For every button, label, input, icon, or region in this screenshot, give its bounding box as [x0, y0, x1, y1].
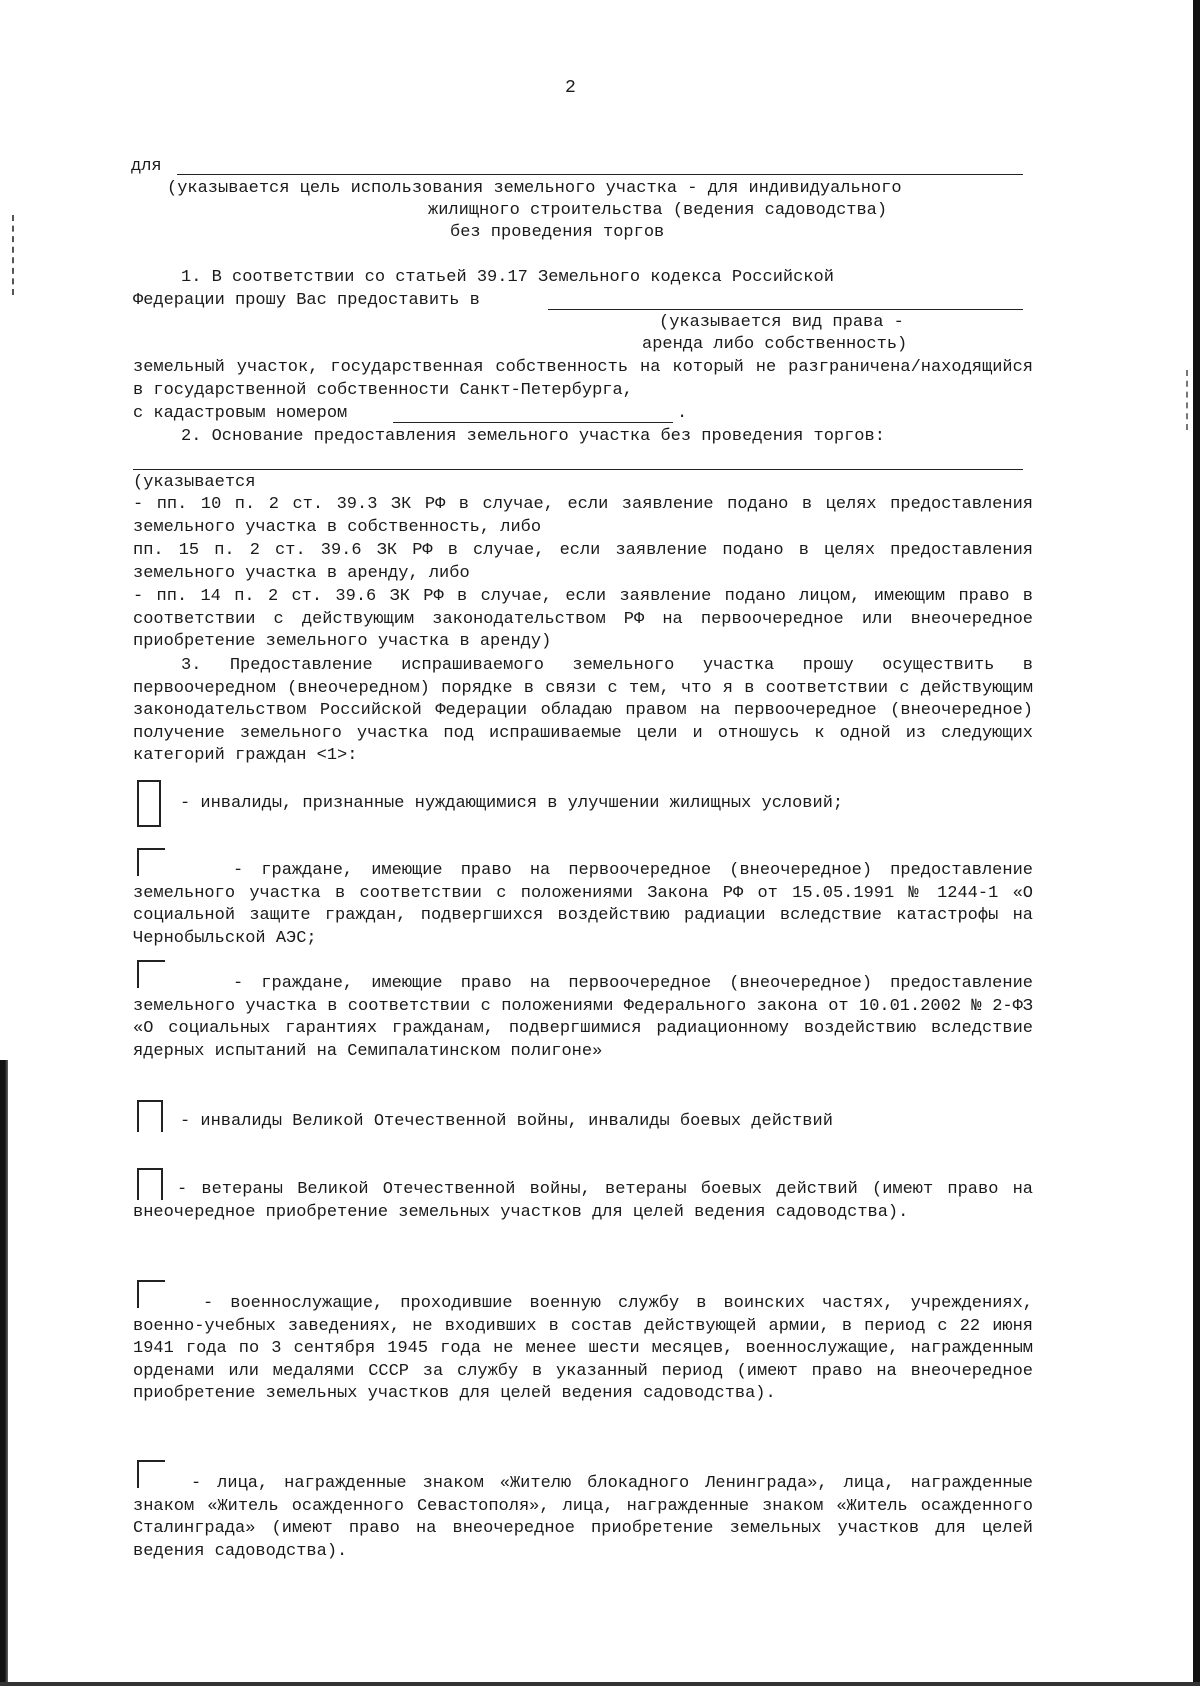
- basis-note-b: пп. 15 п. 2 ст. 39.6 ЗК РФ в случае, если заявление подано в целях предоставления земельного участка в аренду, либо: [133, 541, 1033, 583]
- category-text-2: - граждане, имеющие право на первоочередное (внеочередное) предоставление земельного участка в соответствии с положениями Закона РФ от 15.05.1991 № 1244-1 «О социальной защите граждан, подвергшихся воздействию радиации вследствие катастрофы на Чернобыльской АЭС;: [133, 861, 1033, 948]
- item1-land-text: земельный участок, государственная собственность на который не разграничена/находящийся в государственной собственности Санкт-Петербурга,: [133, 358, 1033, 400]
- purpose-note-1: (указывается цель использования земельного участка - для индивидуального: [167, 179, 902, 198]
- category-text-3: - граждане, имеющие право на первоочередное (внеочередное) предоставление земельного участка в соответствии с положениями Федерального закона от 10.01.2002 № 2-ФЗ «О социальных гарантиях гражданам, подвергшимися радиационному воздействию вследствие ядерных испытаний на Семипалатинском полигоне»: [133, 974, 1033, 1061]
- basis-note-intro: (указывается: [133, 473, 256, 492]
- scan-edge-bottom: [0, 1682, 1200, 1686]
- basis-note-c: - пп. 14 п. 2 ст. 39.6 ЗК РФ в случае, если заявление подано лицом, имеющим право в соответствии с действующим законодательством РФ на первоочередное или внеочередное приобретение земельного участка в аренду): [133, 587, 1033, 652]
- category-checkbox-1[interactable]: [137, 780, 161, 827]
- basis-blank-line: [133, 469, 1023, 470]
- scan-edge-right: [1193, 0, 1200, 1686]
- right-type-note-1: (указывается вид права -: [659, 313, 904, 332]
- scan-edge-left: [0, 1060, 8, 1686]
- item1-line-2: Федерации прошу Вас предоставить в: [133, 291, 480, 310]
- item3-text: 3. Предоставление испрашиваемого земельного участка прошу осуществить в первоочередном (внеочередном) порядке в связи с тем, что я в соответствии с действующим законодательством Российской Федерации обладаю правом на первоочередное (внеочередное) получение земельного участка под испрашиваемые цели и отношусь к одной из следующих категорий граждан <1>:: [133, 656, 1033, 766]
- category-checkbox-4[interactable]: [137, 1100, 163, 1132]
- cadastral-label: с кадастровым номером: [133, 404, 348, 423]
- scan-mark-left: [12, 215, 16, 295]
- category-text-5: - ветераны Великой Отечественной войны, ветераны боевых действий (имеют право на внеочередное приобретение земельных участков для целей ведения садоводства).: [133, 1180, 1033, 1222]
- item1-line-1: 1. В соответствии со статьей 39.17 Земельного кодекса Российской: [181, 268, 834, 287]
- for-label: для: [131, 157, 162, 176]
- purpose-note-3: без проведения торгов: [450, 223, 665, 242]
- cadastral-end: .: [677, 404, 688, 423]
- scan-mark-right: [1186, 370, 1190, 430]
- category-text-1: - инвалиды, признанные нуждающимися в улучшении жилищных условий;: [180, 794, 844, 813]
- category-text-7: - лица, награжденные знаком «Жителю блокадного Ленинграда», лица, награжденные знаком «Житель осажденного Севастополя», лица, награжденные знаком «Житель осажденного Сталинграда» (имеют право на внеочередное приобретение земельных участков для целей ведения садоводства).: [133, 1474, 1033, 1561]
- purpose-note-2: жилищного строительства (ведения садоводства): [428, 201, 888, 220]
- category-text-4: - инвалиды Великой Отечественной войны, инвалиды боевых действий: [180, 1112, 833, 1131]
- category-text-6: - военнослужащие, проходившие военную службу в воинских частях, учреждениях, военно-учебных заведениях, не входивших в состав действующей армии, в период с 22 июня 1941 года по 3 сентября 1945 года не менее шести месяцев, военнослужащие, награжденным орденами или медалями СССР за службу в указанный период (имеют право на внеочередное приобретение земельных участков для целей ведения садоводства).: [133, 1294, 1033, 1404]
- right-type-note-2: аренда либо собственность): [642, 335, 908, 354]
- purpose-blank-line: [177, 174, 1023, 175]
- cadastral-blank-line: [393, 422, 673, 423]
- basis-note-a: - пп. 10 п. 2 ст. 39.3 ЗК РФ в случае, если заявление подано в целях предоставления земельного участка в собственность, либо: [133, 495, 1033, 537]
- right-type-blank-line: [548, 309, 1023, 310]
- page-number: 2: [565, 78, 576, 98]
- item2-heading: 2. Основание предоставления земельного участка без проведения торгов:: [181, 427, 885, 446]
